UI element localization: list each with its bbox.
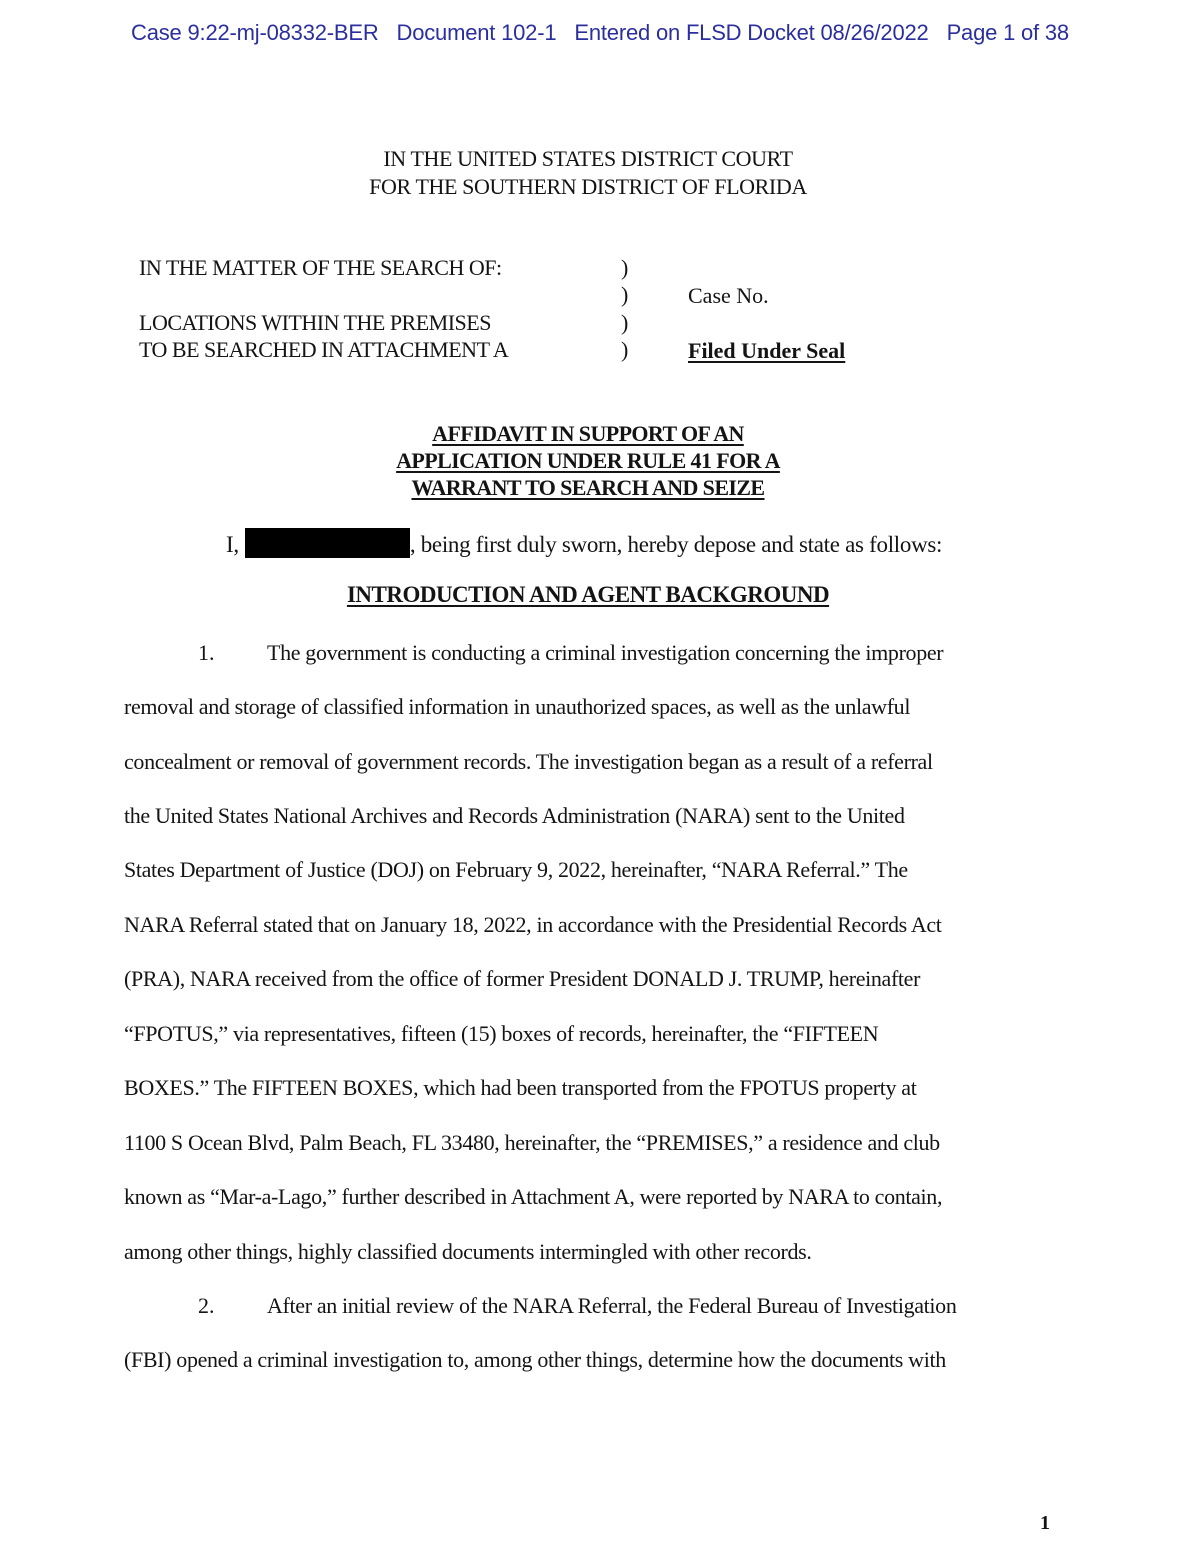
caption-paren: ) — [621, 337, 629, 362]
caption-paren: ) — [621, 282, 629, 307]
docket-header — [0, 20, 1200, 46]
affidavit-title-line-1: AFFIDAVIT IN SUPPORT OF AN — [432, 421, 744, 446]
oath-suffix: , being first duly sworn, hereby depose and state as follows: — [409, 532, 943, 557]
caption-paren: ) — [621, 255, 629, 280]
paragraph-number: 1. — [198, 640, 215, 665]
paragraph-1-line: States Department of Justice (DOJ) on February 9, 2022, hereinafter, “NARA Referral.” The — [124, 857, 908, 882]
paragraph-2-line: (FBI) opened a criminal investigation to, among other things, determine how the documents with — [124, 1347, 946, 1372]
court-title-line-1: IN THE UNITED STATES DISTRICT COURT — [383, 146, 793, 171]
filed-under-seal-label: Filed Under Seal — [688, 338, 846, 363]
caption-attachment: TO BE SEARCHED IN ATTACHMENT A — [139, 337, 509, 362]
paragraph-1-line: removal and storage of classified information in unauthorized spaces, as well as the unlawful — [124, 694, 911, 719]
affidavit-title — [0, 420, 1176, 501]
court-title-line-2: FOR THE SOUTHERN DISTRICT OF FLORIDA — [369, 174, 807, 199]
section-heading-introduction: INTRODUCTION AND AGENT BACKGROUND — [346, 582, 830, 607]
paragraph-1-line: (PRA), NARA received from the office of former President DONALD J. TRUMP, hereinafter — [124, 966, 921, 991]
court-title — [0, 145, 1176, 201]
page-number: 1 — [1040, 1512, 1050, 1534]
caption-locations: LOCATIONS WITHIN THE PREMISES — [139, 310, 491, 335]
paragraph-number: 2. — [198, 1293, 215, 1318]
paragraph-1-line: the United States National Archives and Records Administration (NARA) sent to the United — [124, 803, 905, 828]
paragraph-1-line: BOXES.” The FIFTEEN BOXES, which had been transported from the FPOTUS property at — [124, 1075, 917, 1100]
oath-statement — [226, 528, 942, 558]
paragraph-1-line: The government is conducting a criminal investigation concerning the improper — [267, 640, 944, 665]
paragraph-1-line: 1100 S Ocean Blvd, Palm Beach, FL 33480, hereinafter, the “PREMISES,” a residence and club — [124, 1130, 940, 1155]
docket-case-number: Case 9:22-mj-08332-BER — [131, 20, 379, 45]
paragraph-1-line: “FPOTUS,” via representatives, fifteen (15) boxes of records, hereinafter, the “FIFTEEN — [124, 1021, 879, 1046]
paragraph-1-line: among other things, highly classified documents intermingled with other records. — [124, 1239, 812, 1264]
affidavit-title-line-3: WARRANT TO SEARCH AND SEIZE — [411, 475, 765, 500]
caption-paren: ) — [621, 310, 629, 335]
docket-document-number: Document 102-1 — [396, 20, 557, 45]
oath-prefix: I, — [226, 532, 239, 557]
affidavit-title-line-2: APPLICATION UNDER RULE 41 FOR A — [396, 448, 780, 473]
redacted-name-block — [245, 528, 410, 558]
caption-matter-of-search: IN THE MATTER OF THE SEARCH OF: — [139, 255, 502, 280]
docket-page-count: Page 1 of 38 — [946, 20, 1069, 45]
paragraph-1-line: known as “Mar-a-Lago,” further described in Attachment A, were reported by NARA to contain, — [124, 1184, 943, 1209]
docket-entered-date: Entered on FLSD Docket 08/26/2022 — [574, 20, 929, 45]
paragraph-1-line: NARA Referral stated that on January 18, 2022, in accordance with the Presidential Records Act — [124, 912, 942, 937]
paragraph-1-line: concealment or removal of government records. The investigation began as a result of a referral — [124, 749, 933, 774]
paragraph-2-line: After an initial review of the NARA Referral, the Federal Bureau of Investigation — [267, 1293, 957, 1318]
case-number-label: Case No. — [688, 283, 769, 308]
